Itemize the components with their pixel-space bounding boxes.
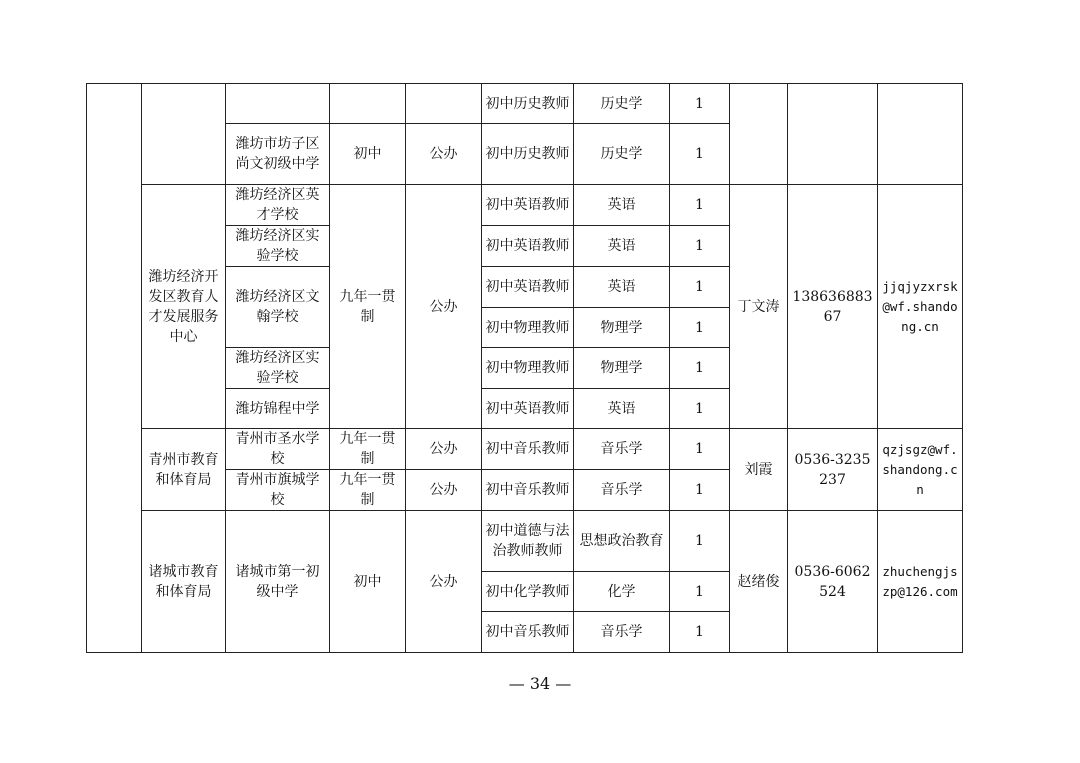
position-cell: 初中历史教师	[482, 124, 574, 185]
phone-cell: 0536-3235237	[788, 429, 878, 511]
count-cell: 1	[670, 429, 730, 470]
major-cell: 英语	[574, 185, 670, 226]
table-row	[87, 185, 963, 226]
contact-cell-continued	[730, 84, 788, 185]
school-cell: 潍坊市坊子区尚文初级中学	[226, 124, 330, 185]
count-cell: 1	[670, 226, 730, 267]
table-row	[87, 429, 963, 470]
count-cell: 1	[670, 185, 730, 226]
dept-cell: 青州市教育和体育局	[142, 429, 226, 511]
major-cell: 思想政治教育	[574, 511, 670, 572]
table-row	[87, 511, 963, 572]
phone-cell-continued	[788, 84, 878, 185]
type-cell: 公办	[406, 429, 482, 470]
level-cell: 九年一贯制	[330, 429, 406, 470]
school-cell: 诸城市第一初级中学	[226, 511, 330, 653]
major-cell: 物理学	[574, 348, 670, 389]
phone-cell: 13863688367	[788, 185, 878, 429]
position-cell: 初中道德与法治教师教师	[482, 511, 574, 572]
dept-cell: 潍坊经济开发区教育人才发展服务中心	[142, 185, 226, 429]
dept-cell: 诸城市教育和体育局	[142, 511, 226, 653]
count-cell: 1	[670, 124, 730, 185]
recruitment-table	[86, 83, 963, 653]
position-cell: 初中音乐教师	[482, 470, 574, 511]
count-cell: 1	[670, 572, 730, 612]
count-cell: 1	[670, 308, 730, 348]
email-cell-continued	[878, 84, 963, 185]
phone-cell: 0536-6062524	[788, 511, 878, 653]
major-cell: 音乐学	[574, 470, 670, 511]
major-cell: 物理学	[574, 308, 670, 348]
position-cell: 初中化学教师	[482, 572, 574, 612]
major-cell: 音乐学	[574, 429, 670, 470]
level-cell: 初中	[330, 124, 406, 185]
position-cell: 初中物理教师	[482, 348, 574, 389]
school-cell: 潍坊经济区英才学校	[226, 185, 330, 226]
position-cell: 初中英语教师	[482, 226, 574, 267]
table-row	[87, 84, 963, 124]
position-cell: 初中音乐教师	[482, 612, 574, 653]
type-cell: 公办	[406, 124, 482, 185]
position-cell: 初中英语教师	[482, 185, 574, 226]
type-cell: 公办	[406, 470, 482, 511]
count-cell: 1	[670, 470, 730, 511]
email-cell: qzjsgz@wf.shandong.cn	[878, 429, 963, 511]
major-cell: 历史学	[574, 84, 670, 124]
contact-cell: 赵绪俊	[730, 511, 788, 653]
page-number: — 34 —	[508, 674, 572, 693]
type-cell	[406, 84, 482, 124]
type-cell: 公办	[406, 511, 482, 653]
major-cell: 英语	[574, 267, 670, 308]
count-cell: 1	[670, 612, 730, 653]
level-cell: 初中	[330, 511, 406, 653]
dept-cell-continued	[142, 84, 226, 185]
school-cell: 青州市圣水学校	[226, 429, 330, 470]
position-cell: 初中物理教师	[482, 308, 574, 348]
major-cell: 历史学	[574, 124, 670, 185]
level-cell: 九年一贯制	[330, 185, 406, 429]
position-cell: 初中历史教师	[482, 84, 574, 124]
school-cell: 潍坊锦程中学	[226, 389, 330, 429]
email-cell: zhuchengjszp@126.com	[878, 511, 963, 653]
contact-cell: 刘霞	[730, 429, 788, 511]
level-cell	[330, 84, 406, 124]
school-cell: 潍坊经济区实验学校	[226, 348, 330, 389]
blank-first-column	[87, 84, 142, 653]
school-cell: 潍坊经济区实验学校	[226, 226, 330, 267]
type-cell: 公办	[406, 185, 482, 429]
position-cell: 初中英语教师	[482, 267, 574, 308]
major-cell: 英语	[574, 389, 670, 429]
position-cell: 初中音乐教师	[482, 429, 574, 470]
position-cell: 初中英语教师	[482, 389, 574, 429]
major-cell: 化学	[574, 572, 670, 612]
count-cell: 1	[670, 84, 730, 124]
major-cell: 音乐学	[574, 612, 670, 653]
count-cell: 1	[670, 267, 730, 308]
count-cell: 1	[670, 511, 730, 572]
count-cell: 1	[670, 389, 730, 429]
school-cell	[226, 84, 330, 124]
school-cell: 潍坊经济区文翰学校	[226, 267, 330, 348]
school-cell: 青州市旗城学校	[226, 470, 330, 511]
contact-cell: 丁文涛	[730, 185, 788, 429]
count-cell: 1	[670, 348, 730, 389]
major-cell: 英语	[574, 226, 670, 267]
level-cell: 九年一贯制	[330, 470, 406, 511]
email-cell: jjqjyzxrsk@wf.shandong.cn	[878, 185, 963, 429]
